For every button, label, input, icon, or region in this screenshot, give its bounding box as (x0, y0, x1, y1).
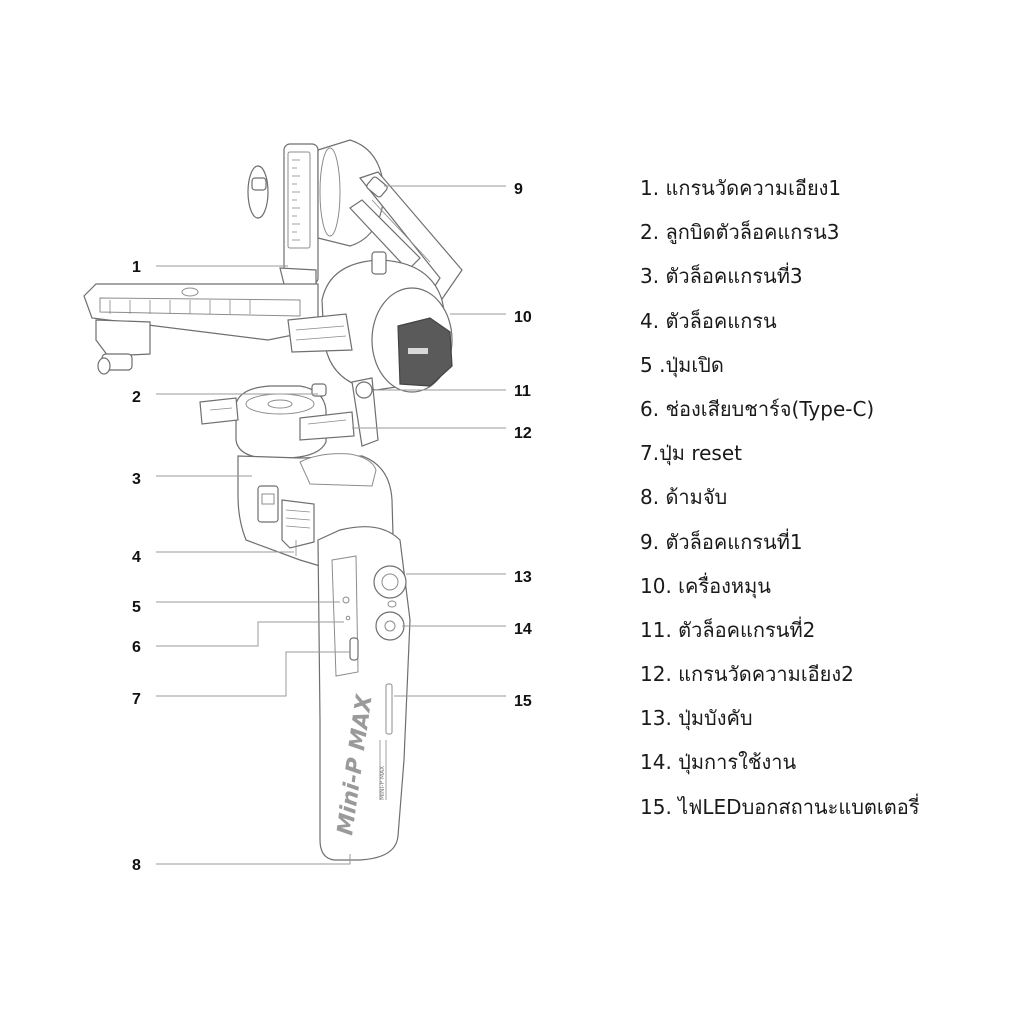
legend-item-13: 13. ปุ่มบังคับ (640, 706, 753, 731)
legend-item-5: 5 .ปุ่มเปิด (640, 352, 724, 377)
callout-15: 15 (514, 693, 532, 710)
gimbal-illustration (84, 140, 462, 860)
callout-8: 8 (132, 857, 141, 874)
callout-6: 6 (132, 639, 141, 656)
parts-legend (640, 172, 1010, 835)
legend-item-10: 10. เครื่องหมุน (640, 573, 771, 598)
legend-item-8: 8. ด้ามจับ (640, 485, 728, 510)
leader-6 (156, 622, 344, 646)
callout-2: 2 (132, 389, 141, 406)
callout-4: 4 (132, 549, 141, 566)
camera-plate (84, 284, 318, 374)
callout-11: 11 (514, 383, 531, 400)
handle (318, 527, 410, 860)
brand-label: Mini-P MAX (333, 693, 378, 837)
callout-9: 9 (514, 181, 523, 198)
legend-item-7: 7.ปุ่ม reset (640, 441, 742, 466)
leader-8 (156, 854, 350, 864)
legend-item-2: 2. ลูกบิดตัวล็อคแกรน3 (640, 220, 840, 245)
callout-12: 12 (514, 425, 532, 442)
callout-1: 1 (132, 259, 141, 276)
arm-lock-2 (200, 378, 378, 458)
legend-item-14: 14. ปุ่มการใช้งาน (640, 750, 797, 775)
legend-item-1: 1. แกรนวัดความเอียง1 (640, 176, 842, 200)
svg-text:MINI-P MAX: MINI-P MAX (379, 765, 386, 800)
legend-item-3: 3. ตัวล็อคแกรนที่3 (640, 264, 803, 289)
callout-14: 14 (514, 621, 532, 638)
legend-item-4: 4. ตัวล็อคแกรน (640, 308, 777, 333)
callout-10: 10 (514, 309, 532, 326)
legend-item-15: 15. ไฟLEDบอกสถานะแบตเตอรี่ (640, 794, 920, 819)
callout-13: 13 (514, 569, 532, 586)
legend-item-12: 12. แกรนวัดความเอียง2 (640, 662, 854, 687)
legend-item-6: 6. ช่องเสียบชาร์จ(Type-C) (640, 396, 875, 421)
legend-item-9: 9. ตัวล็อคแกรนที่1 (640, 529, 803, 554)
legend-item-11: 11. ตัวล็อคแกรนที่2 (640, 617, 816, 642)
callout-5: 5 (132, 599, 141, 616)
callout-7: 7 (132, 691, 141, 708)
callout-3: 3 (132, 471, 141, 488)
